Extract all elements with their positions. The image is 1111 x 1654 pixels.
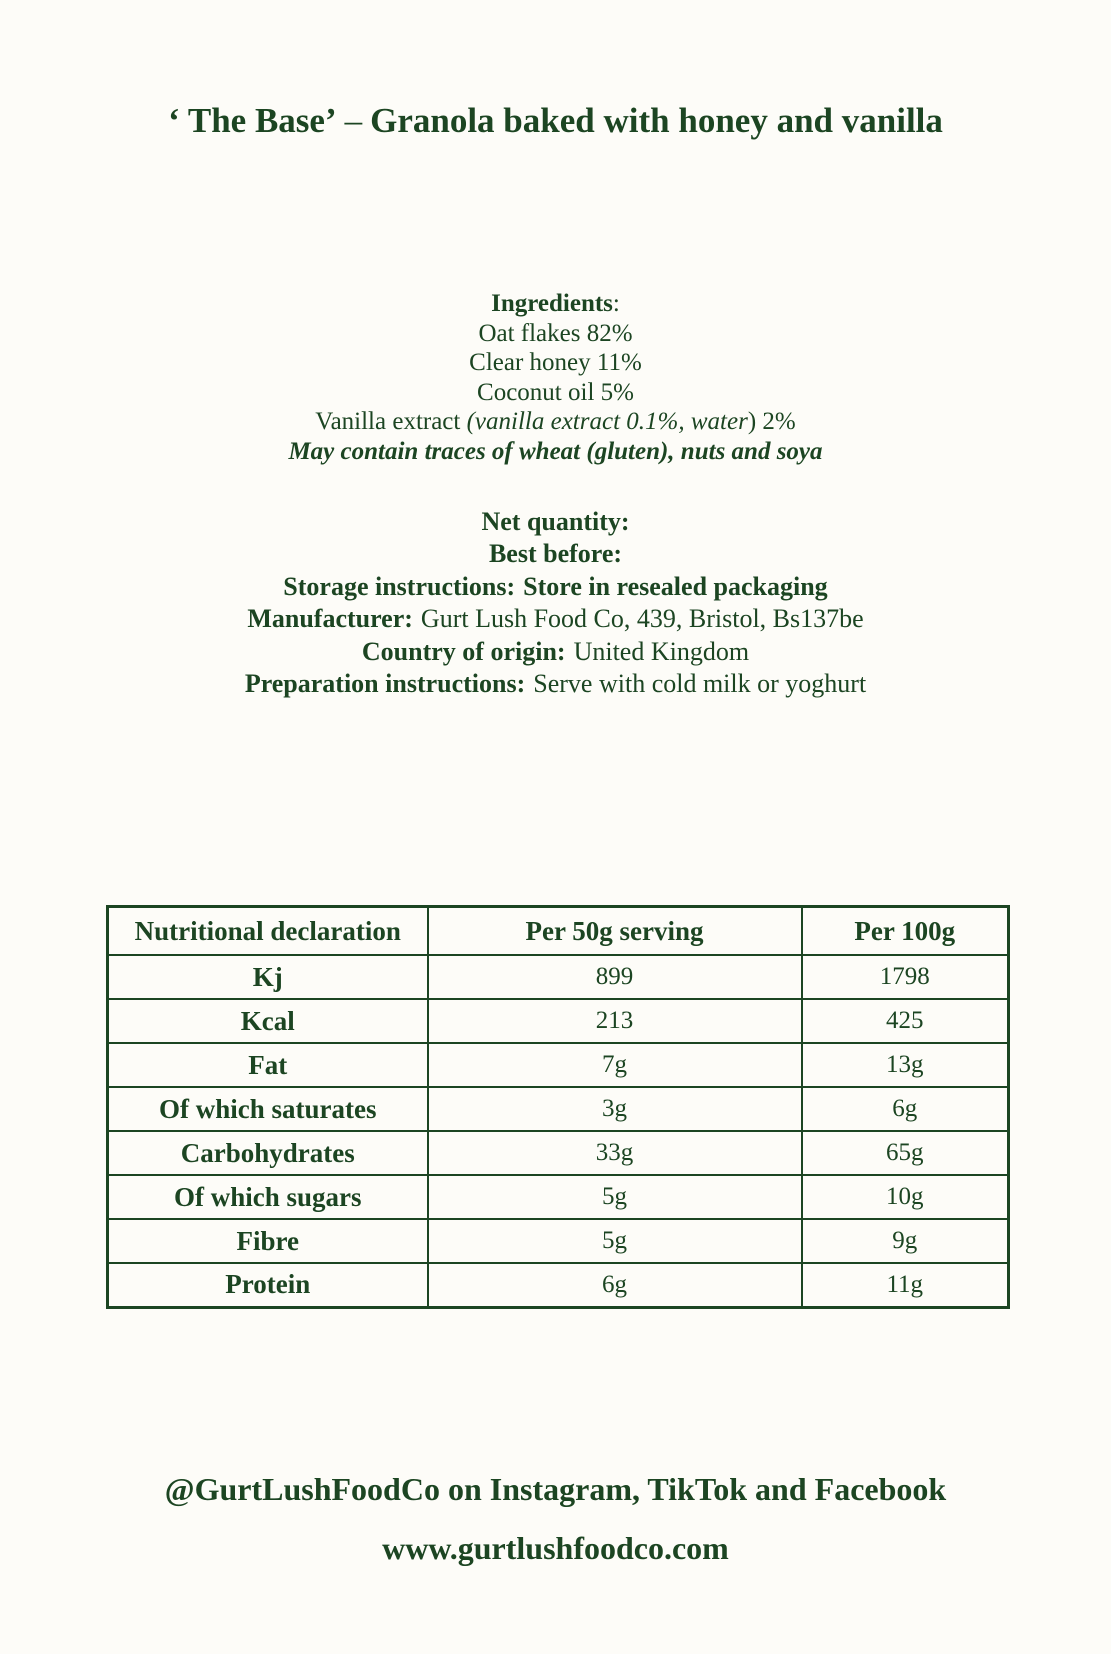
column-header-per-100g: Per 100g	[802, 907, 1009, 956]
ingredients-heading-colon: :	[612, 290, 620, 317]
footer	[0, 1460, 1111, 1578]
nutrient-label-cell: Protein	[108, 1263, 428, 1307]
ingredient-text: Coconut oil 5%	[477, 378, 634, 406]
column-header-nutritional-declaration: Nutritional declaration	[108, 907, 428, 956]
ingredients-lines	[0, 319, 1111, 467]
ingredient-text: ) 2%	[747, 408, 796, 435]
nutrition-table-row	[108, 1087, 1009, 1131]
column-header-per-50g: Per 50g serving	[428, 907, 802, 956]
detail-label: Storage instructions:	[283, 571, 516, 601]
ingredient-text: (vanilla extract 0.1%, water	[466, 408, 748, 435]
detail-line	[0, 636, 1111, 668]
per-50g-cell: 5g	[428, 1219, 802, 1263]
product-description: Granola baked with honey and vanilla	[370, 101, 943, 140]
detail-line	[0, 506, 1111, 538]
detail-label: Best before:	[488, 539, 623, 569]
detail-line	[0, 603, 1111, 635]
per-100g-cell: 425	[802, 999, 1009, 1043]
nutrition-table-header-row	[108, 907, 1009, 956]
ingredient-line	[0, 407, 1111, 437]
ingredient-line	[0, 319, 1111, 349]
detail-line	[0, 538, 1111, 570]
detail-value: Serve with cold milk or yoghurt	[533, 669, 867, 699]
ingredients-section	[0, 289, 1111, 466]
per-50g-cell: 899	[428, 955, 802, 999]
detail-label: Manufacturer:	[247, 604, 413, 634]
ingredient-text: Clear honey 11%	[469, 349, 642, 376]
title-dash: –	[344, 101, 363, 140]
nutrition-table-row	[108, 1175, 1009, 1219]
nutrition-table-row	[108, 955, 1009, 999]
per-100g-cell: 1798	[802, 955, 1009, 999]
website-line: www.gurtlushfoodco.com	[382, 1530, 729, 1566]
nutrient-label-cell: Kcal	[108, 999, 428, 1043]
ingredient-line	[0, 378, 1111, 408]
nutrient-label-cell: Carbohydrates	[108, 1131, 428, 1175]
per-50g-cell: 6g	[428, 1263, 802, 1307]
per-100g-cell: 65g	[802, 1131, 1009, 1175]
nutrient-label-cell: Of which saturates	[108, 1087, 428, 1131]
nutrition-table-row	[108, 1263, 1009, 1307]
per-50g-cell: 213	[428, 999, 802, 1043]
nutrition-table-row	[108, 1219, 1009, 1263]
nutrient-label-cell: Fibre	[108, 1219, 428, 1263]
detail-value: United Kingdom	[573, 636, 750, 666]
nutrition-table-body	[108, 955, 1009, 1307]
detail-line	[0, 668, 1111, 700]
detail-value: Store in resealed packaging	[523, 571, 828, 601]
nutrient-label-cell: Kj	[108, 955, 428, 999]
detail-line	[0, 571, 1111, 603]
nutrition-table	[106, 905, 1010, 1309]
nutrient-label-cell: Fat	[108, 1043, 428, 1087]
per-100g-cell: 13g	[802, 1043, 1009, 1087]
per-50g-cell: 5g	[428, 1175, 802, 1219]
detail-label: Net quantity:	[481, 507, 630, 536]
product-details	[0, 506, 1111, 700]
per-100g-cell: 6g	[802, 1087, 1009, 1131]
per-50g-cell: 33g	[428, 1131, 802, 1175]
per-50g-cell: 7g	[428, 1043, 802, 1087]
ingredient-line	[0, 348, 1111, 378]
nutrition-table-row	[108, 1131, 1009, 1175]
per-100g-cell: 9g	[802, 1219, 1009, 1263]
ingredient-text: May contain traces of wheat (gluten), nuts and soya	[288, 437, 823, 465]
per-100g-cell: 10g	[802, 1175, 1009, 1219]
ingredient-text: Vanilla extract	[315, 408, 467, 435]
per-50g-cell: 3g	[428, 1087, 802, 1131]
nutrition-table-row	[108, 999, 1009, 1043]
detail-value: Gurt Lush Food Co, 439, Bristol, Bs137be	[420, 604, 864, 634]
ingredients-heading-text: Ingredients	[491, 290, 613, 317]
detail-label: Preparation instructions:	[244, 669, 526, 699]
social-handles-line: @GurtLushFoodCo on Instagram, TikTok and Facebook	[164, 1471, 947, 1507]
ingredients-heading	[0, 289, 1111, 319]
ingredient-line	[0, 437, 1111, 467]
nutrient-label-cell: Of which sugars	[108, 1175, 428, 1219]
page-title	[136, 100, 976, 141]
detail-label: Country of origin:	[361, 636, 566, 666]
per-100g-cell: 11g	[802, 1263, 1009, 1307]
nutrition-table-row	[108, 1043, 1009, 1087]
ingredient-text: Oat flakes 82%	[478, 319, 633, 347]
product-name: ‘ The Base’	[168, 101, 337, 140]
